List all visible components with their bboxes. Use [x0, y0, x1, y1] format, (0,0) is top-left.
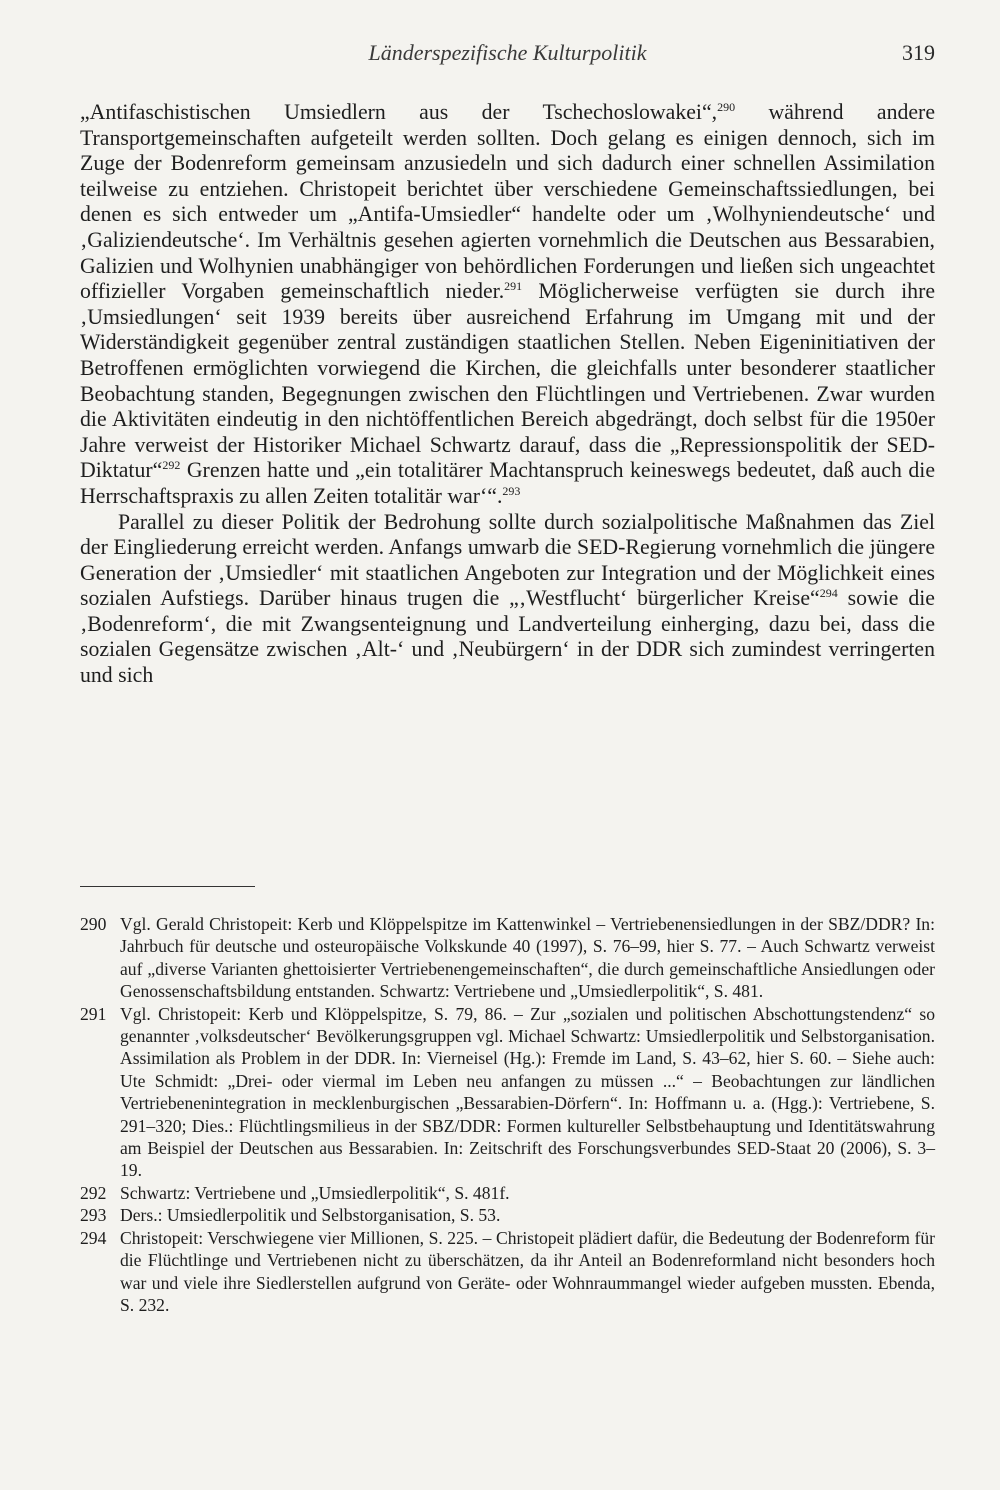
- footnote-292: [80, 1182, 935, 1204]
- footnote-ref-290: 290: [717, 100, 736, 114]
- paragraph-2-text-2: sowie die ‚Bodenreform‘, die mit Zwangsenteignung und Landverteilung einherging, dazu bei, dass die sozialen Gegensätze zwischen ‚Alt-‘ und ‚Neubürgern‘ in der DDR sich zumindest verringerten und sich: [80, 586, 935, 688]
- footnote-291: [80, 1003, 935, 1182]
- footnote-text: Vgl. Gerald Christopeit: Kerb und Klöppelspitze im Kattenwinkel – Vertriebenensiedlungen in der SBZ/DDR? In: Jahrbuch für deutsche und osteuropäische Volkskunde 40 (1997), S. 76–99, hier S. 77. – Auch Schwartz verweist auf „diverse Varianten ghettoisierter Vertriebenengemeinschaften“, die durch gemeinschaftliche Ansiedlungen oder Genossenschaftsbildung entstanden. Schwartz: Vertriebene und „Umsiedlerpolitik“, S. 481.: [120, 914, 935, 1002]
- footnote-divider: [80, 886, 255, 887]
- paragraph-1-text-3: Möglicherweise verfügten sie durch ihre ‚Umsiedlungen‘ seit 1939 bereits über ausreichend Erfahrung im Umgang mit und der Widerständigkeit gegenüber zentral zuständigen staatlichen Stellen. Neben Eigeninitiativen der Betroffenen ermöglichten vorwiegend die Kirchen, die gleichfalls unter besonderer staatlicher Beobachtung standen, Begegnungen zwischen den Flüchtlingen und Vertriebenen. Zwar wurden die Aktivitäten eindeutig in den nichtöffentlichen Bereich abgedrängt, doch selbst für die 1950er Jahre verweist der Historiker Michael Schwartz darauf, dass die „Repressionspolitik der SED-Diktatur“: [80, 279, 936, 483]
- footnote-number: 294: [80, 1227, 107, 1248]
- footnote-293: [80, 1204, 935, 1226]
- footnote-number: 292: [80, 1182, 107, 1203]
- footnote-number: 293: [80, 1205, 107, 1226]
- page-number: 319: [902, 40, 935, 65]
- running-head: [80, 40, 935, 74]
- footnote-number: 291: [80, 1003, 107, 1024]
- footnotes: [80, 913, 935, 1316]
- footnote-290: [80, 913, 935, 1003]
- paragraph-1-text-2: während andere Transportgemeinschaften aufgeteilt werden sollten. Doch gelang es einigen dennoch, sich im Zuge der Bodenreform gemeinsam anzusiedeln und sich dadurch einer schnellen Assimilation teilweise zu entziehen. Christopeit berichtet über verschiedene Gemeinschaftssiedlungen, bei denen es sich entweder um „Antifa-Umsiedler“ handelte oder um ‚Wolhyniendeutsche‘ und ‚Galiziendeutsche‘. Im Verhältnis gesehen agierten vornehmlich die Deutschen aus Bessarabien, Galizien und Wolhynien unabhängiger von behördlichen Forderungen und ließen sich ungeachtet offizieller Vorgaben gemeinschaftlich nieder.: [80, 100, 935, 304]
- footnote-text: Vgl. Christopeit: Kerb und Klöppelspitze, S. 79, 86. – Zur „sozialen und politischen Abschottungstendenz“ so genannter ‚volksdeutscher‘ Bevölkerungsgruppen vgl. Michael Schwartz: Umsiedlerpolitik und Selbstorganisation. Assimilation als Problem in der DDR. In: Vierneisel (Hg.): Fremde im Land, S. 43–62, hier S. 60. – Siehe auch: Ute Schmidt: „Drei- oder viermal im Leben neu anfangen zu müssen ...“ – Beobachtungen zur ländlichen Vertriebenenintegration in mecklenburgischen „Bessarabien-Dörfern“. In: Hoffmann u. a. (Hgg.): Vertriebene, S. 291–320; Dies.: Flüchtlingsmilieus in der SBZ/DDR: Formen kultureller Selbstbehauptung und Identitätswahrung am Beispiel der Deutschen aus Bessarabien. In: Zeitschrift des Forschungsverbundes SED-Staat 20 (2006), S. 3–19.: [120, 1003, 935, 1181]
- footnote-number: 290: [80, 914, 107, 934]
- paragraph-1-text-4: Grenzen hatte und „ein totalitärer Machtanspruch keineswegs bedeutet, daß auch die Herrschaftspraxis zu allen Zeiten totalitär war‘“.: [80, 458, 935, 508]
- footnote-ref-291: 291: [504, 279, 523, 294]
- body-text: [80, 100, 935, 689]
- footnote-ref-293: 293: [502, 483, 521, 498]
- paragraph-2: [80, 510, 935, 689]
- footnote-ref-292: 292: [162, 458, 181, 473]
- paragraph-1-text-1: „Antifaschistischen Umsiedlern aus der Tschechoslowakei“,: [80, 100, 718, 124]
- footnote-ref-294: 294: [819, 586, 838, 601]
- paragraph-2-text-1: Parallel zu dieser Politik der Bedrohung sollte durch sozialpolitische Maßnahmen das Ziel der Eingliederung erreicht werden. Anfangs umwarb die SED-Regierung vornehmlich die jüngere Generation der ‚Umsiedler‘ mit staatlichen Angeboten zur Integration und der Möglichkeit eines sozialen Aufstiegs. Darüber hinaus trugen die „‚Westflucht‘ bürgerlicher Kreise“: [80, 509, 935, 611]
- footnote-294: [80, 1227, 935, 1317]
- footnote-text: Christopeit: Verschwiegene vier Millionen, S. 225. – Christopeit plädiert dafür, die Bedeutung der Bodenreform für die Flüchtlinge und Vertriebenen nicht zu überschätzen, da ihr Anteil an Bodenreformland nicht besonders hoch war und viele ihre Siedlerstellen aufgrund von Geräte- oder Wohnraummangel wieder aufgeben mussten. Ebenda, S. 232.: [120, 1227, 935, 1315]
- footnote-text: Ders.: Umsiedlerpolitik und Selbstorganisation, S. 53.: [120, 1205, 501, 1226]
- paragraph-1: [80, 100, 935, 510]
- footnote-text: Schwartz: Vertriebene und „Umsiedlerpolitik“, S. 481f.: [120, 1182, 510, 1203]
- running-title: Länderspezifische Kulturpolitik: [368, 40, 647, 65]
